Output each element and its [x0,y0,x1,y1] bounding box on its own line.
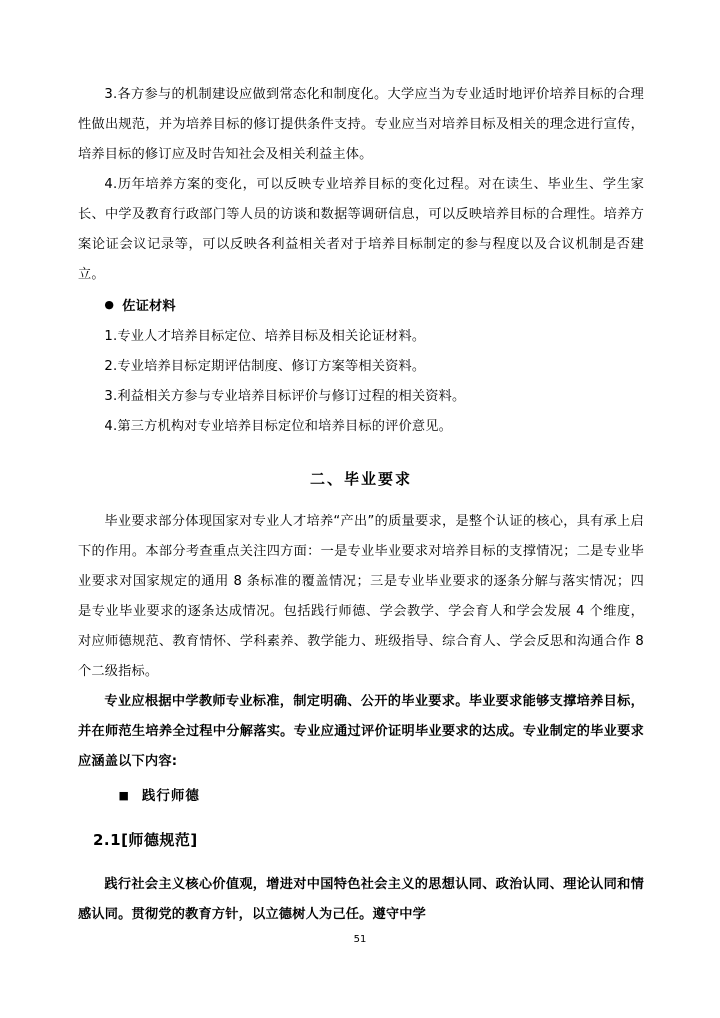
square-heading [78,781,644,811]
evidence-item: 2.专业培养目标定期评估制度、修订方案等相关资料。 [104,359,426,374]
section-paragraph: 毕业要求部分体现国家对专业人才培养“产出”的质量要求，是整个认证的核心，具有承上启下的作用。本部分考查重点关注四方面：一是专业毕业要求对培养目标的支撑情况；二是专业毕业要求对国家规定的通用 8 条标准的覆盖情况；三是专业毕业要求的逐条分解与落实情况；四是专业毕业要求的逐条达成情况。包括践行师德、学会教学、学会育人和学会发展 4 个维度，对应师德规范、教育情怀、学科素养、教学能力、班级指导、综合育人、学会反思和沟通合作 8 个二级指标。 [78,514,644,679]
evidence-item: 4.第三方机构对专业培养目标定位和培养目标的评价意见。 [104,419,453,434]
square-heading-label: 践行师德 [141,788,200,804]
evidence-heading [78,290,644,322]
square-marker-icon: ■ [118,789,130,802]
sub-heading: 2.1[师德规范] [93,831,198,849]
final-paragraph: 践行社会主义核心价值观，增进对中国特色社会主义的思想认同、政治认同、理论认同和情感认同。贯彻党的教育方针，以立德树人为己任。遵守中学 [78,877,644,922]
evidence-item: 3.利益相关方参与专业培养目标评价与修订过程的相关资料。 [104,389,466,404]
evidence-heading-label: 佐证材料 [122,299,176,314]
page-number: 51 [353,934,367,945]
page-content [78,80,644,930]
evidence-item: 1.专业人才培养目标定位、培养目标及相关论证材料。 [104,329,426,344]
section-title: 二、毕业要求 [309,470,412,488]
paragraph-3: 3.各方参与的机制建设应做到常态化和制度化。大学应当为专业适时地评价培养目标的合理性做出规范，并为培养目标的修订提供条件支持。专业应当对培养目标及相关的理念进行宣传，培养目标的修订应及时告知社会及相关利益主体。 [78,87,644,162]
spacer [78,856,644,870]
paragraph-4: 4.历年培养方案的变化，可以反映专业培养目标的变化过程。对在读生、毕业生、学生家长、中学及教育行政部门等人员的访谈和数据等调研信息，可以反映培养目标的合理性。培养方案论证会议记录等，可以反映各利益相关者对于培养目标制定的参与程度以及合议机制是否建立。 [78,177,644,282]
requirement-bold-paragraph: 专业应根据中学教师专业标准，制定明确、公开的毕业要求。毕业要求能够支撑培养目标，并在师范生培养全过程中分解落实。专业应通过评价证明毕业要求的达成。专业制定的毕业要求应涵盖以下内容: [78,694,644,769]
bullet-dot-icon: ● [104,298,115,311]
